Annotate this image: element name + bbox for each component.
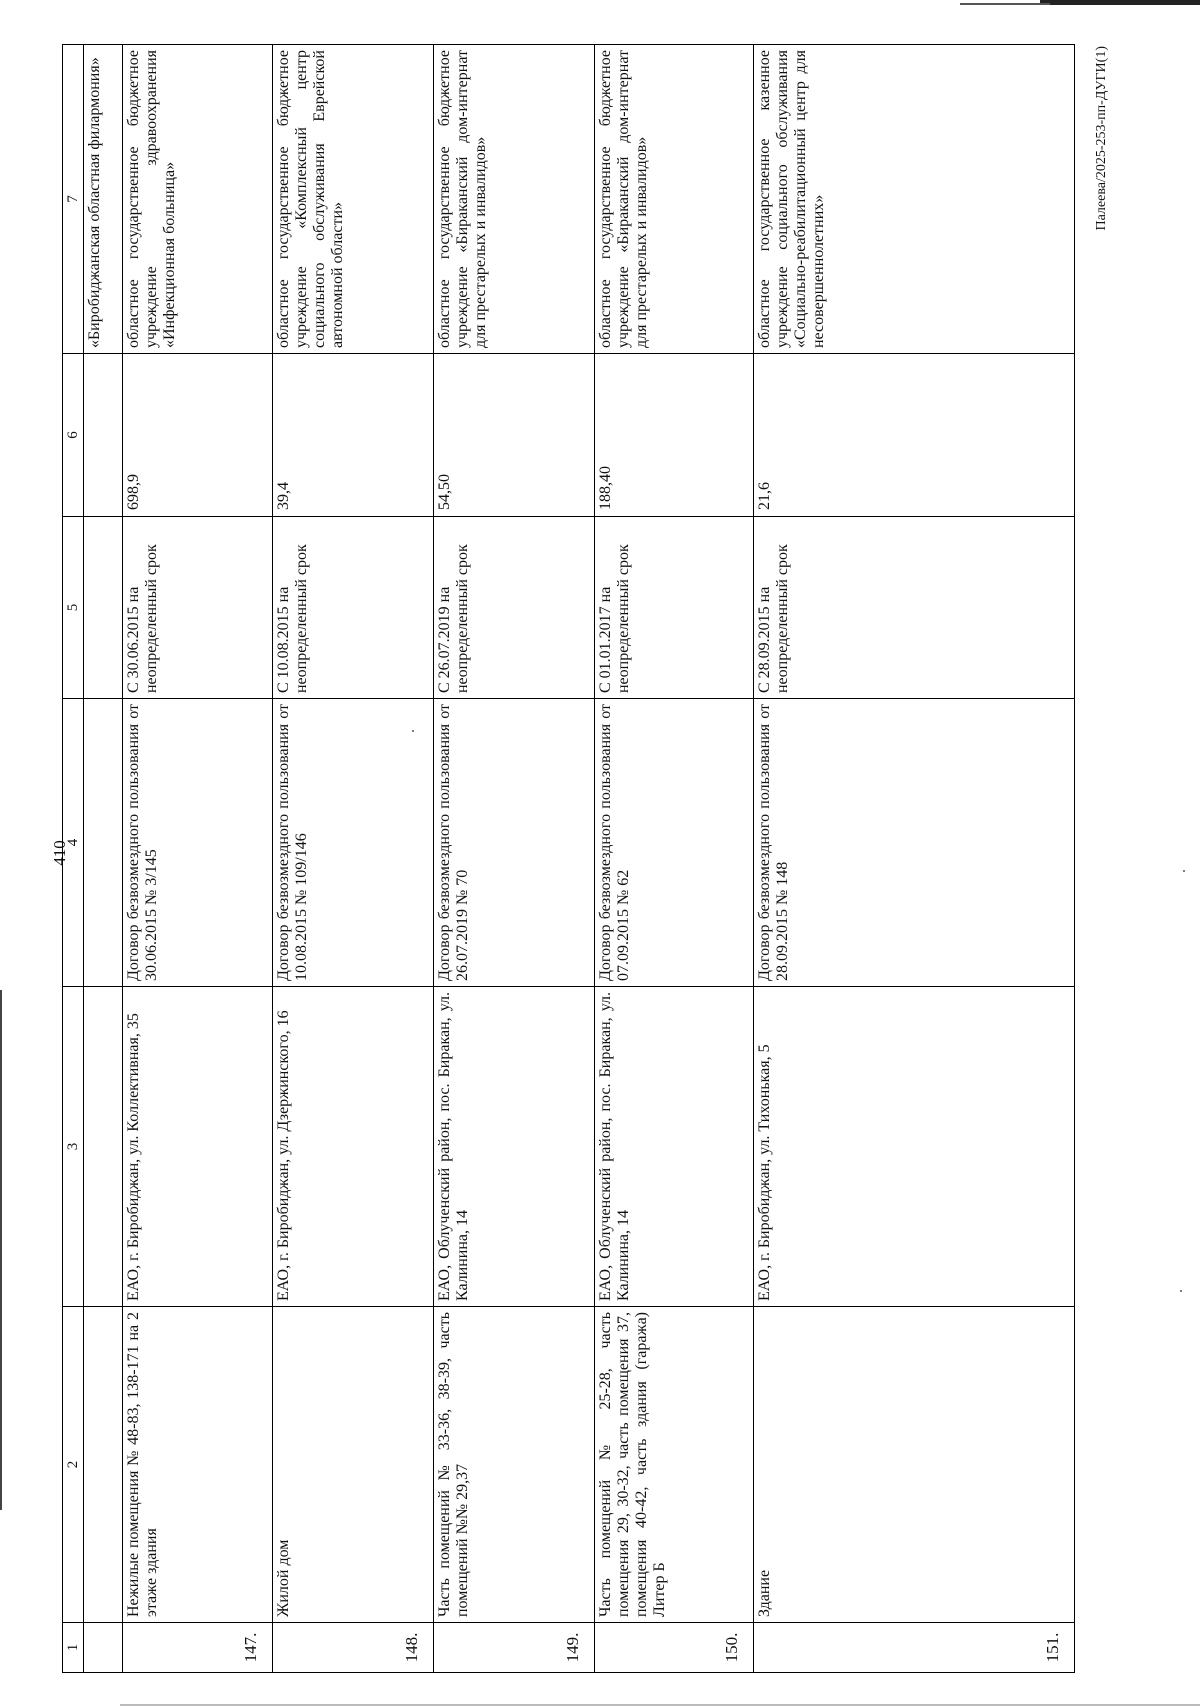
holder-cell-continued: «Биробиджанская областная филармония»: [84, 45, 123, 354]
row-number: 149.: [434, 1623, 595, 1673]
table-row: [595, 45, 754, 1673]
address-cell: ЕАО, г. Биробиджан, ул. Дзержинского, 16: [273, 987, 434, 1307]
object-cell: Здание: [754, 1307, 1075, 1623]
column-number-row: [63, 45, 84, 1673]
table-row: [123, 45, 273, 1673]
column-number: 3: [63, 987, 84, 1307]
document-cell: Договор безвозмездного пользования от 30.06.2015 № 3/145: [123, 699, 273, 987]
object-cell: Нежилые помещения № 48-83, 138-171 на 2 этаже здания: [123, 1307, 273, 1623]
address-cell: ЕАО, г. Биробиджан, ул. Коллективная, 35: [123, 987, 273, 1307]
column-number: 5: [63, 517, 84, 699]
document-cell: Договор безвозмездного пользования от 07.09.2015 № 62: [595, 699, 754, 987]
page-number: 410: [50, 840, 69, 866]
table-row: [273, 45, 434, 1673]
column-number: 1: [63, 1623, 84, 1673]
term-cell: С 28.09.2015 на неопределенный срок: [754, 517, 1075, 699]
holder-cell: областное государственное бюджетное учреждение «Бираканский дом-интернат для престарелых и инвалидов»: [595, 45, 754, 354]
area-cell: 54,50: [434, 354, 595, 517]
term-cell: С 01.01.2017 на неопределенный срок: [595, 517, 754, 699]
address-cell: ЕАО, Облученский район, пос. Биракан, ул. Калинина, 14: [595, 987, 754, 1307]
row-number: 151.: [754, 1623, 1075, 1673]
table-row: [754, 45, 1075, 1673]
column-number: 7: [63, 45, 84, 354]
property-table: [62, 44, 1075, 1673]
term-cell: С 10.08.2015 на неопределенный срок: [273, 517, 434, 699]
object-cell: Часть помещений № 33-36, 38-39, часть помещений №№ 29,37: [434, 1307, 595, 1623]
row-number: 150.: [595, 1623, 754, 1673]
area-cell: 188,40: [595, 354, 754, 517]
area-cell: 39,4: [273, 354, 434, 517]
column-number: 2: [63, 1307, 84, 1623]
holder-cell: областное государственное бюджетное учреждение «Бираканский дом-интернат для престарелых и инвалидов»: [434, 45, 595, 354]
document-cell: Договор безвозмездного пользования от 10.08.2015 № 109/146: [273, 699, 434, 987]
object-cell: Жилой дом: [273, 1307, 434, 1623]
term-cell: С 26.07.2019 на неопределенный срок: [434, 517, 595, 699]
address-cell: ЕАО, Облученский район, пос. Биракан, ул. Калинина, 14: [434, 987, 595, 1307]
document-cell: Договор безвозмездного пользования от 26.07.2019 № 70: [434, 699, 595, 987]
table-row: [434, 45, 595, 1673]
document-cell: Договор безвозмездного пользования от 28.09.2015 № 148: [754, 699, 1075, 987]
area-cell: 21,6: [754, 354, 1075, 517]
address-cell: ЕАО, г. Биробиджан, ул. Тихонькая, 5: [754, 987, 1075, 1307]
row-number: 147.: [123, 1623, 273, 1673]
term-cell: С 30.06.2015 на неопределенный срок: [123, 517, 273, 699]
carry-over-row: [84, 45, 123, 1673]
object-cell: Часть помещений № 25-28, часть помещения 29, 30-32, часть помещения 37, помещения 40-42, часть здания (гаража) Литер Б: [595, 1307, 754, 1623]
row-number: 148.: [273, 1623, 434, 1673]
holder-cell: областное государственное бюджетное учреждение здравоохранения «Инфекционная больница»: [123, 45, 273, 354]
holder-cell: областное государственное бюджетное учреждение «Комплексный центр социального обслуживания Еврейской автономной области»: [273, 45, 434, 354]
footer-reference: Палеева/2025-253-пп-ДУГИ(1): [1094, 46, 1109, 231]
holder-cell: областное государственное казенное учреждение социального обслуживания «Социально-реабилитационный центр для несовершеннолетних»: [754, 45, 1075, 354]
column-number: 6: [63, 354, 84, 517]
area-cell: 698,9: [123, 354, 273, 517]
column-number: 4: [63, 699, 84, 987]
